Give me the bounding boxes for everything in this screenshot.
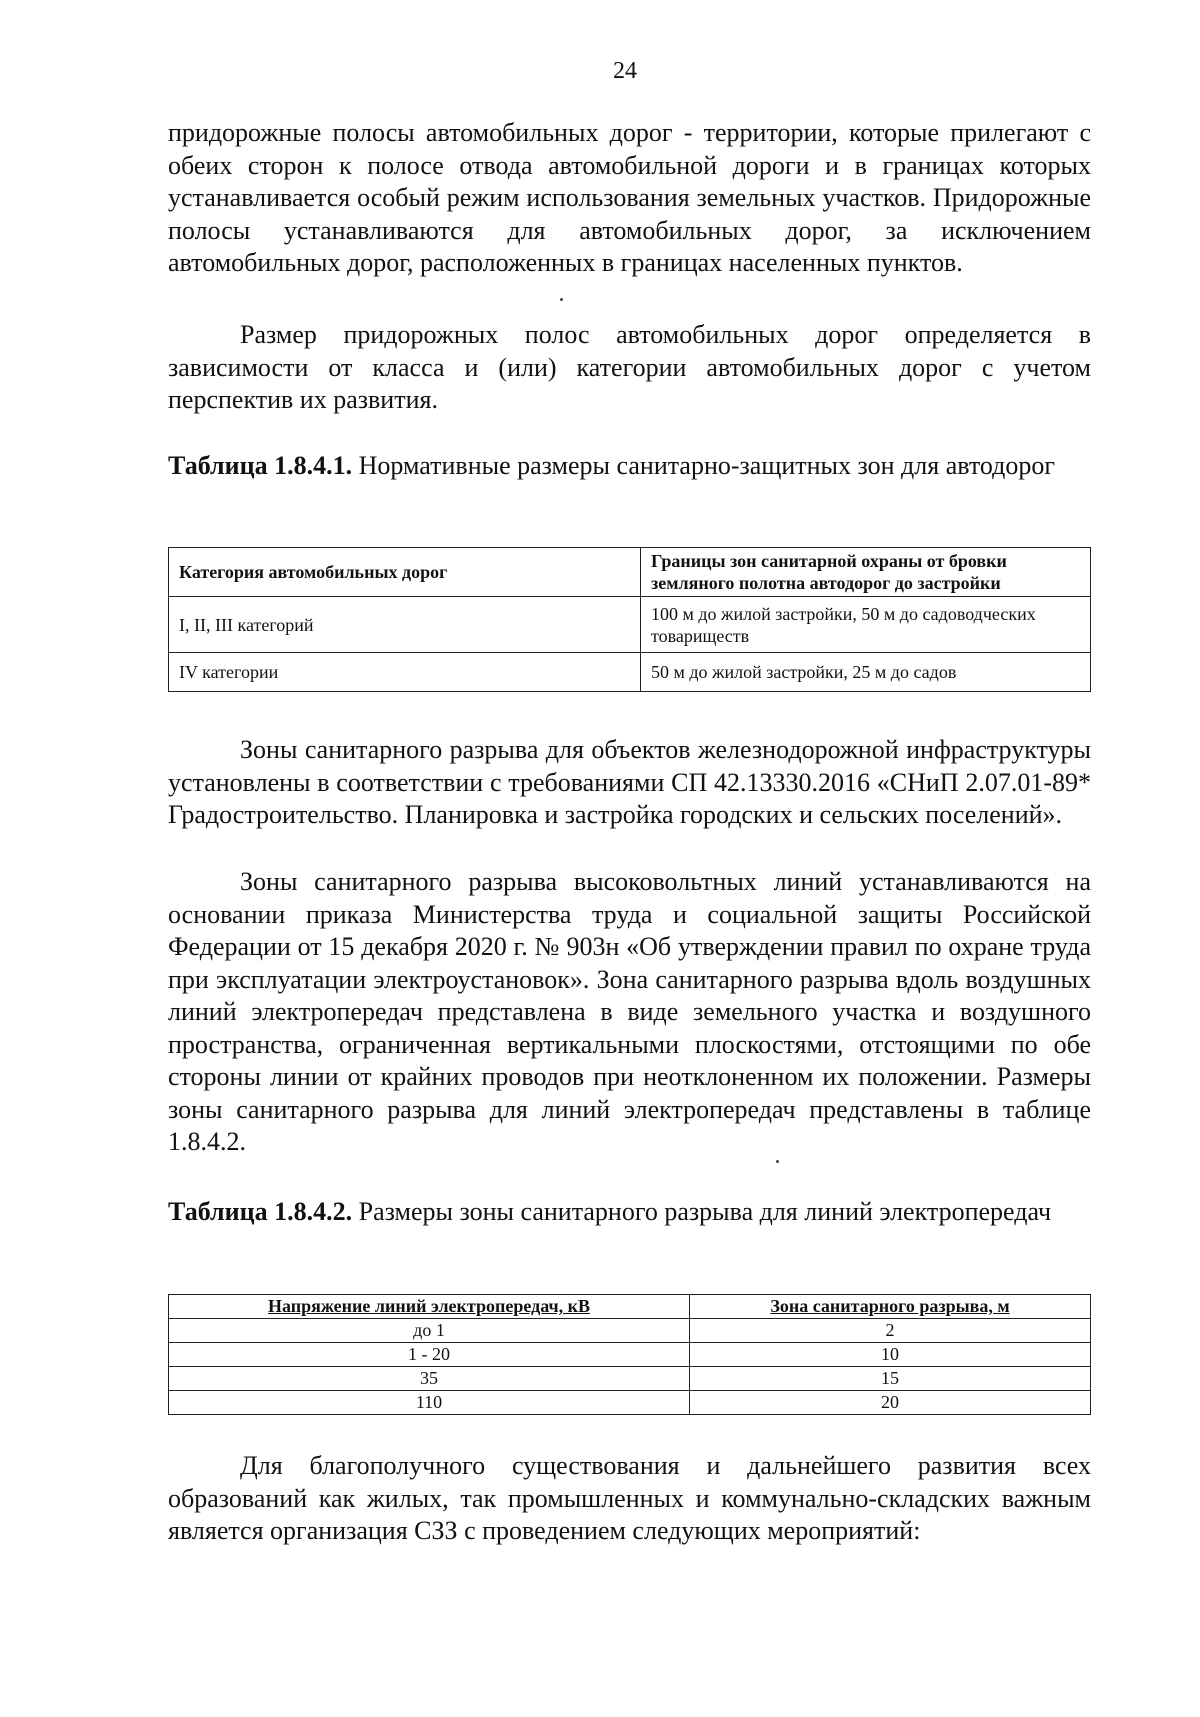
table-cell: 20 (690, 1391, 1091, 1415)
paragraph-roadside-size: Размер придорожных полос автомобильных дорог определяется в зависимости от класса и (или) категории автомобильных дорог с учетом перспектив их развития. (168, 320, 1091, 414)
header-zone-boundaries: Границы зон санитарной охраны от бровки земляного полотна автодорог до застройки (641, 548, 1091, 597)
table-row (169, 597, 1091, 653)
header-gap-size: Зона санитарного разрыва, м (690, 1295, 1091, 1319)
table-row (169, 1319, 1091, 1343)
table-cell: 15 (690, 1367, 1091, 1391)
table-cell: 50 м до жилой застройки, 25 м до садов (641, 653, 1091, 692)
header-road-category: Категория автомобильных дорог (169, 548, 641, 597)
page-number: 24 (613, 58, 637, 84)
table-cell: I, II, III категорий (169, 597, 641, 653)
paragraph-sanitary-measures: Для благополучного существования и дальнейшего развития всех образований как жилых, так промышленных и коммунально-складских важным является организация СЗЗ с проведением следующих мероприятий: (168, 1451, 1091, 1545)
table1-caption-label: Таблица 1.8.4.1. (168, 451, 353, 480)
table-cell: 100 м до жилой застройки, 50 м до садоводческих товариществ (641, 597, 1091, 653)
paragraph-power-line-zones: Зоны санитарного разрыва высоковольтных линий устанавливаются на основании приказа Министерства труда и социальной защиты Российской Федерации от 15 декабря 2020 г. № 903н «Об утверждении правил по охране труда при эксплуатации электроустановок». Зона санитарного разрыва вдоль воздушных линий электропередач представлена в виде земельного участка и воздушного пространства, ограниченная вертикальными плоскостями, отстоящими по обе стороны линии от крайних проводов при неотклоненном их положении. Размеры зоны санитарного разрыва для линий электропередач представлены в таблице 1.8.4.2. (168, 867, 1091, 1156)
table-row (169, 653, 1091, 692)
header-voltage: Напряжение линий электропередач, кВ (169, 1295, 690, 1319)
table1-caption (168, 450, 1091, 483)
table2-caption-label: Таблица 1.8.4.2. (168, 1197, 353, 1226)
table-cell: 1 - 20 (169, 1343, 690, 1367)
table1-caption-text: Нормативные размеры санитарно-защитных зон для автодорог (358, 451, 1056, 480)
table-cell: до 1 (169, 1319, 690, 1343)
scan-speck (776, 1160, 779, 1163)
table-cell: 10 (690, 1343, 1091, 1367)
table2-caption-text: Размеры зоны санитарного разрыва для линий электропередач (358, 1197, 1052, 1226)
table2-caption (168, 1196, 1091, 1229)
power-line-gaps-table (168, 1294, 1091, 1415)
paragraph-railway-zones: Зоны санитарного разрыва для объектов железнодорожной инфраструктуры установлены в соответствии с требованиями СП 42.13330.2016 «СНиП 2.07.01-89* Градостроительство. Планировка и застройка городских и сельских поселений». (168, 735, 1091, 829)
scan-speck (560, 298, 563, 301)
table-cell: 2 (690, 1319, 1091, 1343)
table-row (169, 1367, 1091, 1391)
table-row (169, 1391, 1091, 1415)
table-cell: 35 (169, 1367, 690, 1391)
table-header-row (169, 548, 1091, 597)
table-header-row (169, 1295, 1091, 1319)
table-row (169, 1343, 1091, 1367)
table-cell: IV категории (169, 653, 641, 692)
table-cell: 110 (169, 1391, 690, 1415)
sanitary-zones-roads-table (168, 547, 1091, 692)
paragraph-roadside-strips: придорожные полосы автомобильных дорог - территории, которые прилегают с обеих сторон к полосе отвода автомобильной дороги и в границах которых устанавливается особый режим использования земельных участков. Придорожные полосы устанавливаются для автомобильных дорог, за исключением автомобильных дорог, расположенных в границах населенных пунктов. (168, 118, 1091, 277)
